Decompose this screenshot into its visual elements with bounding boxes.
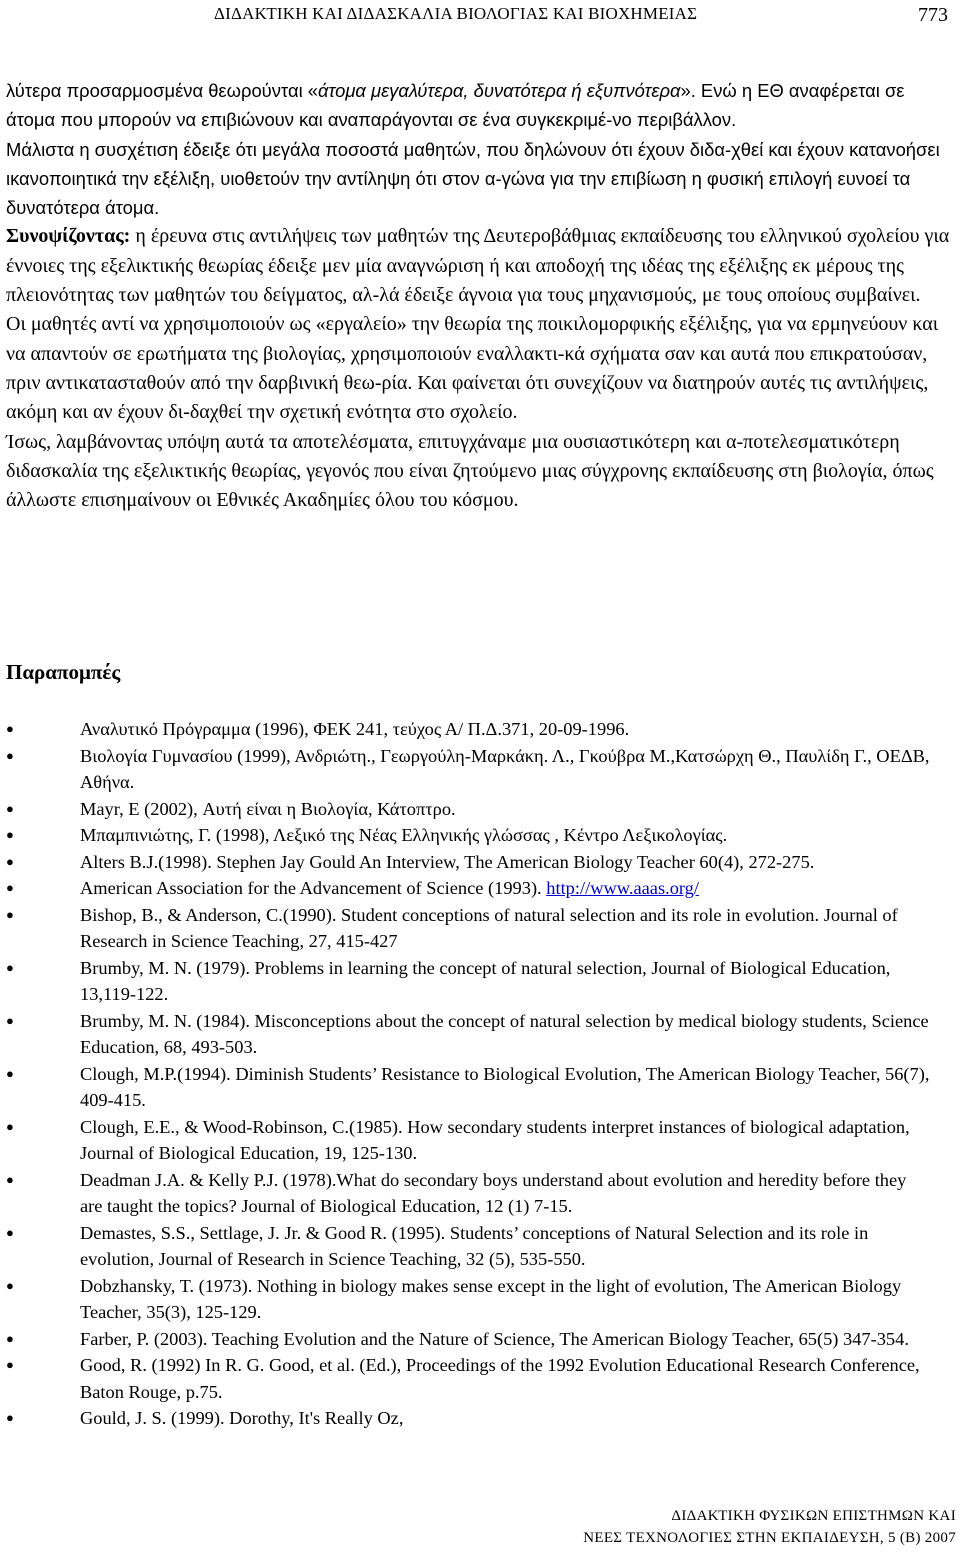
reference-item bbox=[0, 955, 930, 1008]
reference-text: Farber, P. (2003). Teaching Evolution and the Nature of Science, The American Biology Teacher, 65(5) 347-354. bbox=[80, 1328, 909, 1349]
reference-item bbox=[0, 875, 930, 902]
reference-item bbox=[0, 902, 930, 955]
paragraph-4: Οι μαθητές αντί να χρησιμοποιούν ως «εργαλείο» την θεωρία της ποικιλομορφικής εξέλιξης, για να ερμηνεύουν και να απαντούν σε ερωτήματα της βιολογίας, χρησιμοποιούν εναλλακτι-κά σχήματα σαν και αυτά που επικρατούσαν, πριν αντικατασταθούν από την δαρβινική θεω-ρία. Και φαίνεται ότι συνεχίζουν να διατηρούν αυτές τις αντιλήψεις, ακόμη και αν έχουν δι-δαχθεί την σχετική ενότητα στο σχολείο. bbox=[6, 313, 939, 424]
reference-item bbox=[0, 1352, 930, 1405]
bullet-icon: ● bbox=[6, 1224, 14, 1240]
reference-text: American Association for the Advancement of Science (1993). bbox=[80, 878, 547, 898]
reference-text: Gould, J. S. (1999). Dorothy, It's Really Oz, bbox=[80, 1408, 404, 1428]
page-number: 773 bbox=[918, 4, 948, 26]
reference-text: Deadman J.A. & Kelly P.J. (1978).What do secondary boys understand about evolution and heredity before they are taught the topics? Journal of Biological Education, 12 (1) 7-15. bbox=[80, 1169, 907, 1216]
paragraph-3 bbox=[6, 222, 956, 310]
reference-item bbox=[0, 1008, 930, 1061]
reference-text: Demastes, S.S., Settlage, J. Jr. & Good R. (1995). Students’ conceptions of Natural Selection and its role in evolution, Journal of Research in Science Teaching, 32 (5), 535-550. bbox=[80, 1222, 869, 1269]
reference-item bbox=[0, 743, 930, 796]
paragraph-1-start: λύτερα προσαρμοσμένα θεωρούνται « bbox=[6, 80, 318, 101]
reference-text: Mayr, E (2002), Αυτή είναι η Βιολογία, Κάτοπτρο. bbox=[80, 798, 456, 819]
reference-item bbox=[0, 796, 930, 823]
reference-text: Μπαμπινιώτης, Γ. (1998), Λεξικό της Νέας Ελληνικής γλώσσας , Κέντρο Λεξικολογίας. bbox=[80, 825, 728, 845]
reference-item bbox=[0, 849, 930, 876]
paragraph-1-end: ». Ενώ η ΕΘ αναφέρεται σε άτομα που μπορούν να επιβιώνουν και αναπαράγονται σε ένα συγκεκριμέ-νο περιβάλλον. bbox=[6, 80, 905, 131]
reference-text: Good, R. (1992) In R. G. Good, et al. (Ed.), Proceedings of the 1992 Evolution Educational Research Conference, Baton Rouge, p.75. bbox=[80, 1355, 920, 1402]
summary-lead: Συνοψίζοντας: bbox=[6, 225, 131, 248]
reference-text: Clough, E.E., & Wood-Robinson, C.(1985). How secondary students interpret instances of biological adaptation, Journal of Biological Education, 19, 125-130. bbox=[80, 1116, 910, 1163]
paragraph-1 bbox=[6, 76, 956, 135]
bullet-icon: ● bbox=[6, 853, 14, 869]
reference-item bbox=[0, 822, 930, 849]
bullet-icon: ● bbox=[6, 959, 14, 975]
reference-text: Alters B.J.(1998). Stephen Jay Gould An Interview, The American Biology Teacher 60(4), 272-275. bbox=[80, 851, 815, 872]
paragraph-5: Ίσως, λαμβάνοντας υπόψη αυτά τα αποτελέσματα, επιτυγχάναμε μια ουσιαστικότερη και α-ποτελεσματικότερη διδασκαλία της εξελικτικής θεωρίας, γεγονός που είναι ζητούμενο μιας σύγχρονης εκπαίδευσης στη βιολογία, όπως άλλωστε επισημαίνουν οι Εθνικές Ακαδημίες όλου του κόσμου. bbox=[6, 430, 934, 512]
bullet-icon: ● bbox=[6, 1118, 14, 1134]
body-text bbox=[6, 76, 956, 515]
bullet-icon: ● bbox=[6, 721, 14, 736]
reference-item bbox=[0, 1273, 930, 1326]
bullet-icon: ● bbox=[6, 747, 14, 763]
reference-text: Dobzhansky, T. (1973). Nothing in biology makes sense except in the light of evolution, The American Biology Teacher, 35(3), 125-129. bbox=[80, 1275, 902, 1322]
bullet-icon: ● bbox=[6, 1410, 14, 1425]
running-footer-issue: ΝΕΕΣ ΤΕΧΝΟΛΟΓΙΕΣ ΣΤΗΝ ΕΚΠΑΙΔΕΥΣΗ, 5 (Β) 2007 bbox=[583, 1530, 956, 1546]
bullet-icon: ● bbox=[6, 800, 14, 816]
aaas-link[interactable]: http://www.aaas.org/ bbox=[546, 878, 699, 898]
bullet-icon: ● bbox=[6, 1012, 14, 1028]
reference-item bbox=[0, 1220, 930, 1273]
reference-item bbox=[0, 1061, 930, 1114]
running-header: ΔΙΔΑΚΤΙΚΗ ΚΑΙ ΔΙΔΑΣΚΑΛΙΑ ΒΙΟΛΟΓΙΑΣ ΚΑΙ ΒΙΟΧΗΜΕΙΑΣ bbox=[214, 4, 698, 23]
summary-text: η έρευνα στις αντιλήψεις των μαθητών της Δευτεροβάθμιας εκπαίδευσης του ελληνικού σχολείου για έννοιες της εξελικτικής θεωρίας έδειξε μεν μία αναγνώριση ή και αποδοχή της ιδέας της εξέλιξης εκ μέρους της πλειονότητας των μαθητών του δείγματος, αλ-λά έδειξε άγνοια για τους μηχανισμούς, με τους οποίους συμβαίνει. bbox=[6, 225, 950, 307]
reference-text: Αναλυτικό Πρόγραμμα (1996), ΦΕΚ 241, τεύχος Α/ Π.Δ.371, 20-09-1996. bbox=[80, 719, 630, 739]
reference-item bbox=[0, 1326, 930, 1353]
reference-item bbox=[0, 1405, 930, 1432]
reference-text: Brumby, M. N. (1984). Misconceptions about the concept of natural selection by medical biology students, Science Education, 68, 493-503. bbox=[80, 1010, 929, 1057]
reference-item bbox=[0, 1114, 930, 1167]
reference-text: Βιολογία Γυμνασίου (1999), Ανδριώτη., Γεωργούλη-Μαρκάκη. Λ., Γκούβρα Μ.,Κατσώρχη Θ., Παυλίδη Γ., ΟΕΔΒ, Αθήνα. bbox=[80, 745, 930, 792]
reference-text: Bishop, B., & Anderson, C.(1990). Student conceptions of natural selection and its role in evolution. Journal of Research in Science Teaching, 27, 415-427 bbox=[80, 904, 898, 951]
reference-text: Brumby, M. N. (1979). Problems in learning the concept of natural selection, Journal of Biological Education, 13,119-122. bbox=[80, 957, 891, 1004]
bullet-icon: ● bbox=[6, 906, 14, 922]
reference-item bbox=[0, 1167, 930, 1220]
paragraph-1-italic-quote: άτομα μεγαλύτερα, δυνατότερα ή εξυπνότερα bbox=[318, 80, 681, 101]
bullet-icon: ● bbox=[6, 1171, 14, 1187]
bullet-icon: ● bbox=[6, 1357, 14, 1372]
bullet-icon: ● bbox=[6, 880, 14, 895]
bullet-icon: ● bbox=[6, 1277, 14, 1293]
references-heading: Παραπομπές bbox=[6, 660, 121, 684]
reference-text: Clough, M.P.(1994). Diminish Students’ Resistance to Biological Evolution, The American Biology Teacher, 56(7), 409-415. bbox=[80, 1063, 930, 1110]
reference-item bbox=[0, 716, 930, 743]
paragraph-2: Μάλιστα η συσχέτιση έδειξε ότι μεγάλα ποσοστά μαθητών, που δηλώνουν ότι έχουν διδα-χθεί και έχουν κατανοήσει ικανοποιητικά την εξέλιξη, υιοθετούν την αντίληψη ότι στον α-γώνα για την επιβίωση η φυσική επιλογή ευνοεί τα δυνατότερα άτομα. bbox=[6, 138, 940, 219]
bullet-icon: ● bbox=[6, 1330, 14, 1346]
running-footer-journal: ΔΙΔΑΚΤΙΚΗ ΦΥΣΙΚΩΝ ΕΠΙΣΤΗΜΩΝ ΚΑΙ bbox=[671, 1508, 956, 1524]
bullet-icon: ● bbox=[6, 827, 14, 842]
references-list bbox=[0, 716, 960, 1432]
bullet-icon: ● bbox=[6, 1065, 14, 1081]
